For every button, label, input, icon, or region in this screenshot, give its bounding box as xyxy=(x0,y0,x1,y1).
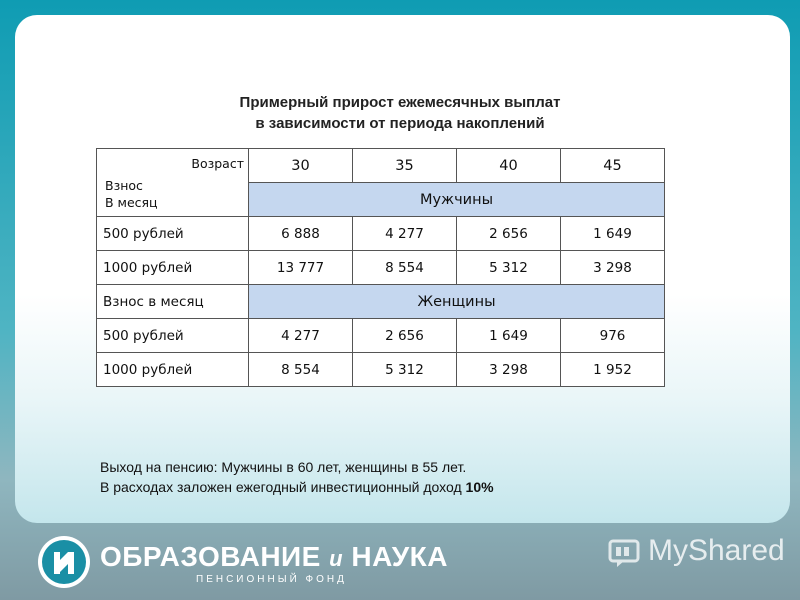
corner-cell xyxy=(97,149,249,217)
table-cell: 8 554 xyxy=(249,353,353,387)
table-row xyxy=(97,353,665,387)
table-cell: 2 656 xyxy=(457,217,561,251)
table-row xyxy=(97,251,665,285)
title-line-2: в зависимости от периода накоплений xyxy=(255,115,545,132)
age-header: 45 xyxy=(561,149,665,183)
footnotes xyxy=(100,457,494,497)
table-cell: 4 277 xyxy=(249,319,353,353)
table-cell: 8 554 xyxy=(353,251,457,285)
table-cell: 3 298 xyxy=(457,353,561,387)
corner-age-label: Возраст xyxy=(191,156,244,171)
age-header: 35 xyxy=(353,149,457,183)
age-header: 40 xyxy=(457,149,561,183)
table-cell: 4 277 xyxy=(353,217,457,251)
section-women: Женщины xyxy=(249,285,665,319)
row-label: 500 рублей xyxy=(97,319,249,353)
brand-word-2: НАУКА xyxy=(343,541,448,572)
corner-contrib-label-1: Взнос xyxy=(105,178,143,193)
table-cell: 1 649 xyxy=(457,319,561,353)
myshared-watermark: MyShared xyxy=(648,534,785,567)
pension-fund-logo-icon xyxy=(36,534,92,590)
table-cell: 5 312 xyxy=(457,251,561,285)
table-cell: 5 312 xyxy=(353,353,457,387)
header-row xyxy=(97,149,665,183)
women-section-row xyxy=(97,285,665,319)
brand-word-1: ОБРАЗОВАНИЕ xyxy=(100,541,330,572)
table-cell: 1 649 xyxy=(561,217,665,251)
row-label: 1000 рублей xyxy=(97,251,249,285)
table-cell: 6 888 xyxy=(249,217,353,251)
table-cell: 2 656 xyxy=(353,319,457,353)
row-label: 1000 рублей xyxy=(97,353,249,387)
brand-subtitle: ПЕНСИОННЫЙ ФОНД xyxy=(196,574,347,585)
note-income xyxy=(100,477,494,497)
section-men: Мужчины xyxy=(249,183,665,217)
payout-table xyxy=(96,148,665,387)
table-cell: 1 952 xyxy=(561,353,665,387)
brand-name xyxy=(100,541,448,573)
table-cell: 13 777 xyxy=(249,251,353,285)
note-retirement: Выход на пенсию: Мужчины в 60 лет, женщины в 55 лет. xyxy=(100,459,467,475)
myshared-logo-icon xyxy=(607,536,643,570)
age-header: 30 xyxy=(249,149,353,183)
table-cell: 3 298 xyxy=(561,251,665,285)
table-cell: 976 xyxy=(561,319,665,353)
note-income-text: В расходах заложен ежегодный инвестиционный доход xyxy=(100,479,466,495)
corner-contrib-label-2: В месяц xyxy=(105,195,158,210)
slide-title xyxy=(0,92,800,134)
row-label: 500 рублей xyxy=(97,217,249,251)
brand-conj: и xyxy=(329,546,344,571)
note-income-percent: 10% xyxy=(465,479,494,495)
title-line-1: Примерный прирост ежемесячных выплат xyxy=(239,94,561,111)
table-row xyxy=(97,217,665,251)
table-row xyxy=(97,319,665,353)
row-label: Взнос в месяц xyxy=(97,285,249,319)
